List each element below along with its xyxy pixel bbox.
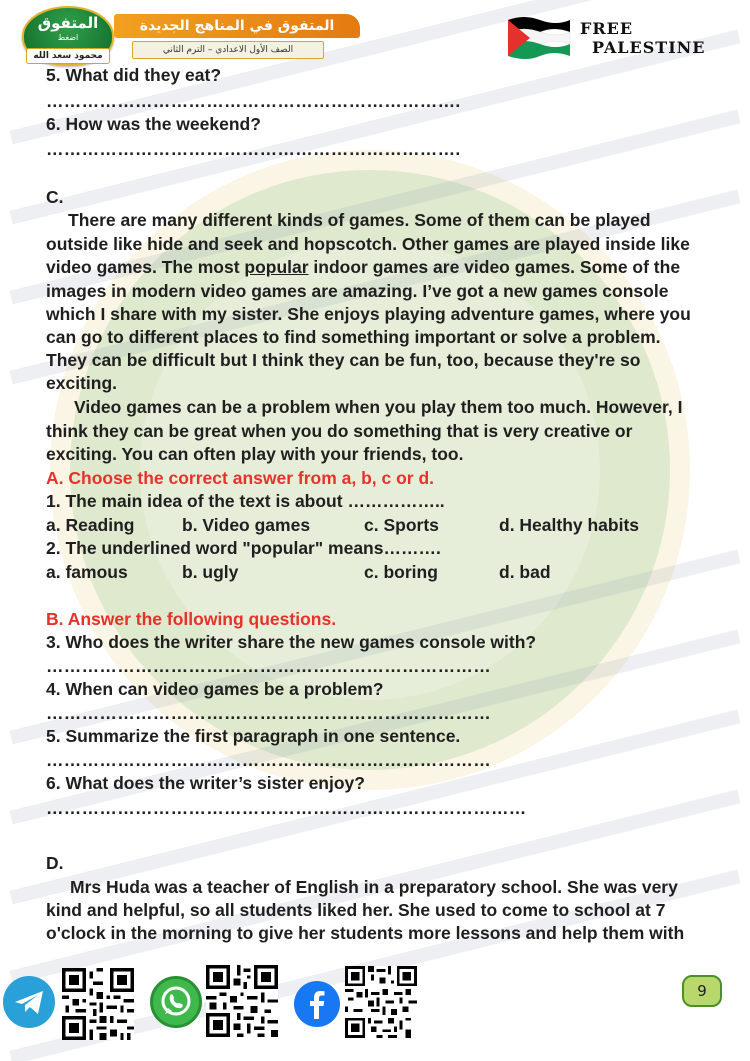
answer-line: ………………………………………………………………… (46, 656, 491, 676)
part-b-title: B. Answer the following questions. (46, 609, 337, 629)
answer-line: ………………………………………………………………… (46, 703, 491, 723)
passage-text: video games. The most (46, 257, 245, 277)
logo-title: المتفوق (37, 14, 99, 32)
question-text: 5. Summarize the first paragraph in one sentence. (46, 726, 461, 746)
whatsapp-icon[interactable] (150, 976, 202, 1028)
option-a: a. famous (46, 562, 128, 582)
header-banner-subtitle: الصف الأول الاعدادي – الترم الثاني (132, 41, 324, 59)
answer-line: ……………………………………………………………. (46, 139, 461, 159)
option-b: b. Video games (182, 515, 311, 535)
passage-line: think they can be great when you do something that is very creative or (46, 421, 633, 441)
question-text: 2. The underlined word "popular" means………. (46, 538, 441, 558)
question-text: 5. What did they eat? (46, 65, 222, 85)
question-text: 6. How was the weekend? (46, 114, 261, 134)
question-text: 4. When can video games be a problem? (46, 679, 384, 699)
passage-line: exciting. (46, 373, 117, 393)
question-text: 1. The main idea of the text is about …………….. (46, 491, 445, 511)
section-label: D. (46, 853, 64, 873)
telegram-icon[interactable] (3, 976, 55, 1028)
passage-line: There are many different kinds of games. Some of them can be played (68, 210, 651, 230)
logo-tag: اضغط (57, 33, 79, 42)
underlined-word: popular (244, 257, 309, 277)
page-number-badge: 9 (682, 975, 722, 1007)
passage-line: exciting. You can often play with your friends, too. (46, 444, 464, 464)
free-palestine-text (578, 20, 738, 58)
passage-line: o'clock in the morning to give her students more lessons and help them with (46, 923, 685, 943)
answer-line: ……………………………………………………………………… (46, 798, 527, 818)
option-d: d. bad (499, 562, 551, 582)
answer-line: ……………………………………………………………. (46, 91, 461, 111)
option-b: b. ugly (182, 562, 239, 582)
part-a-title: A. Choose the correct answer from a, b, c or d. (46, 468, 435, 488)
question-text: 3. Who does the writer share the new games console with? (46, 632, 537, 652)
passage-line: which I share with my sister. She enjoys playing adventure games, where you (46, 304, 691, 324)
facebook-icon[interactable] (294, 981, 340, 1027)
header-banner-title: المتفوق في المناهج الجديدة (114, 14, 360, 38)
qr-code-icon[interactable] (62, 968, 134, 1040)
answer-line: ………………………………………………………………… (46, 750, 491, 770)
free-text: FREE (580, 19, 634, 38)
option-a: a. Reading (46, 515, 135, 535)
passage-line: images in modern video games are amazing. I’ve got a new games console (46, 281, 669, 301)
passage-line: kind and helpful, so all students liked her. She used to come to school at 7 (46, 900, 666, 920)
qr-code-icon[interactable] (345, 966, 417, 1038)
passage-line: Mrs Huda was a teacher of English in a preparatory school. She was very (70, 877, 678, 897)
option-c: c. Sports (364, 515, 439, 535)
option-c: c. boring (364, 562, 438, 582)
qr-code-icon[interactable] (206, 965, 278, 1037)
question-text: 6. What does the writer’s sister enjoy? (46, 773, 365, 793)
passage-line: They can be difficult but I think they can be fun, too, because they're so (46, 350, 641, 370)
section-label: C. (46, 187, 64, 207)
option-d: d. Healthy habits (499, 515, 640, 535)
passage-text: indoor games are video games. Some of the (308, 257, 681, 277)
passage-line (46, 256, 680, 278)
passage-line: can go to different places to find something important or solve a problem. (46, 327, 661, 347)
palestine-flag-icon (506, 12, 572, 62)
passage-line: Video games can be a problem when you play them too much. However, I (74, 397, 683, 417)
palestine-text: PALESTINE (592, 38, 706, 57)
passage-line: outside like hide and seek and hopscotch. Other games are played inside like (46, 234, 690, 254)
logo-author-name: محمود سعد الله (26, 48, 110, 64)
